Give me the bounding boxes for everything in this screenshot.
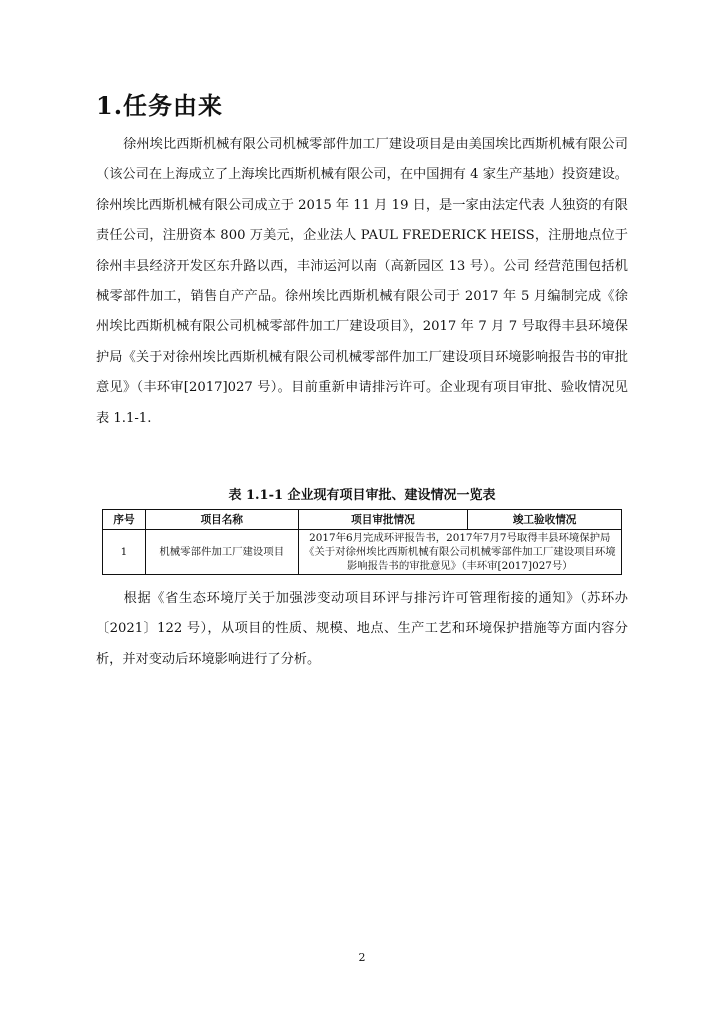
section-heading: 1.任务由来	[96, 91, 224, 120]
cell-no: 1	[103, 530, 146, 575]
intro-paragraph-text: 徐州埃比西斯机械有限公司机械零部件加工厂建设项目是由美国埃比西斯机械有限公司（该公司在上海成立了上海埃比西斯机械有限公司，在中国拥有 4 家生产基地）投资建设。徐州埃比西斯机械有限公司成立于 2015 年 11 月 19 日，是一家由法定代表 人独资的有限责任公司，注册资本 800 万美元，企业法人 PAUL FREDERICK HEISS，注册地点位于徐州丰县经济开发区东升路以西，丰沛运河以南（高新园区 13 号）。公司 经营范围包括机械零部件加工，销售自产产品。徐州埃比西斯机械有限公司于 2017 年 5 月编制完成《徐州埃比西斯机械有限公司机械零部件加工厂建设项目》，2017 年 7 月 7 号取得丰县环境保护局《关于对徐州埃比西斯机械有限公司机械零部件加工厂建设项目环境影响报告书的审批意见》（丰环审[2017]027 号）。目前重新申请排污许可。企业现有项目审批、验收情况见表 1.1-1.	[96, 137, 628, 426]
page-number: 2	[358, 951, 366, 964]
header-cell-approval: 项目审批情况	[298, 510, 468, 530]
header-cell-name: 项目名称	[145, 510, 298, 530]
header-cell-no: 序号	[103, 510, 146, 530]
analysis-paragraph-text: 根据《省生态环境厅关于加强涉变动项目环评与排污许可管理衔接的通知》（苏环办〔2021〕122 号），从项目的性质、规模、地点、生产工艺和环境保护措施等方面内容分析，并对变动后环境影响进行了分析。	[96, 591, 628, 667]
table-row	[103, 530, 622, 575]
intro-paragraph	[96, 130, 628, 434]
analysis-paragraph	[96, 584, 628, 675]
cell-approval: 2017年6月完成环评报告书，2017年7月7号取得丰县环境保护局《关于对徐州埃比西斯机械有限公司机械零部件加工厂建设项目环境影响报告书的审批意见》（丰环审[2017]027号）	[298, 530, 621, 575]
table-caption: 表 1.1-1 企业现有项目审批、建设情况一览表	[228, 488, 496, 503]
table-header-row	[103, 510, 622, 530]
project-table	[102, 509, 622, 575]
cell-name: 机械零部件加工厂建设项目	[145, 530, 298, 575]
header-cell-acceptance: 竣工验收情况	[468, 510, 622, 530]
